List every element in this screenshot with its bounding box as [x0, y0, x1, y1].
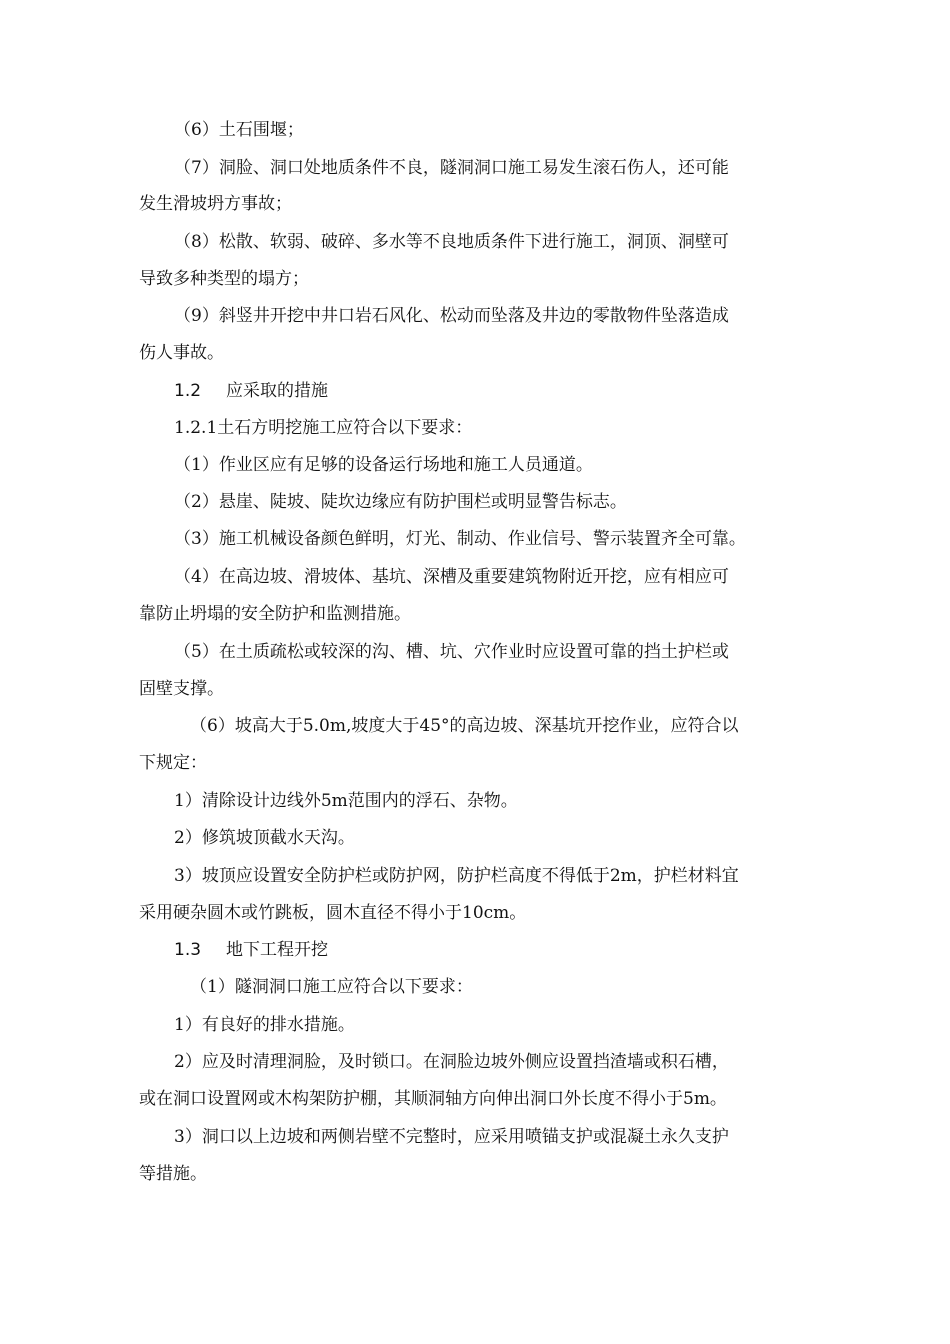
- list-item: （1）作业区应有足够的设备运行场地和施工人员通道。: [174, 455, 593, 475]
- list-item: 3）洞口以上边坡和两侧岩壁不完整时，应采用喷锚支护或混凝土永久支护: [174, 1127, 729, 1147]
- list-item: 1）有良好的排水措施。: [174, 1015, 355, 1035]
- list-item: （4）在高边坡、滑坡体、基坑、深槽及重要建筑物附近开挖，应有相应可: [174, 567, 729, 587]
- section-number: 1.3: [174, 940, 202, 960]
- section-heading: [174, 376, 854, 406]
- list-item: （6）坡高大于5.0m,坡度大于45°的高边坡、深基坑开挖作业，应符合以: [190, 716, 739, 736]
- list-item: 3）坡顶应设置安全防护栏或防护网，防护栏高度不得低于2m，护栏材料宜: [174, 866, 739, 886]
- list-item: （6）土石围堰；: [174, 120, 304, 140]
- text-line: 导致多种类型的塌方；: [139, 269, 309, 289]
- text-line: 发生滑坡坍方事故；: [139, 194, 292, 214]
- text-line: 或在洞口设置网或木构架防护棚，其顺洞轴方向伸出洞口外长度不得小于5m。: [139, 1089, 727, 1109]
- list-item: （8）松散、软弱、破碎、多水等不良地质条件下进行施工，洞顶、洞壁可: [174, 232, 729, 252]
- section-heading: [174, 935, 854, 965]
- list-item: 2）应及时清理洞脸，及时锁口。在洞脸边坡外侧应设置挡渣墙或积石槽，: [174, 1052, 729, 1072]
- text-line: 靠防止坍塌的安全防护和监测措施。: [139, 604, 411, 624]
- section-title: 地下工程开挖: [226, 940, 328, 960]
- list-item: （7）洞脸、洞口处地质条件不良，隧洞洞口施工易发生滚石伤人，还可能: [174, 158, 729, 178]
- section-number: 1.2: [174, 381, 202, 401]
- list-item: （2）悬崖、陡坡、陡坎边缘应有防护围栏或明显警告标志。: [174, 492, 627, 512]
- text-line: 伤人事故。: [139, 343, 224, 363]
- list-item: （1）隧洞洞口施工应符合以下要求：: [190, 977, 473, 997]
- text-line: 固壁支撑。: [139, 679, 224, 699]
- list-item: （5）在土质疏松或较深的沟、槽、坑、穴作业时应设置可靠的挡土护栏或: [174, 642, 729, 662]
- text-line: 下规定：: [139, 753, 207, 773]
- list-item: （9）斜竖井开挖中井口岩石风化、松动而坠落及井边的零散物件坠落造成: [174, 306, 729, 326]
- list-item: 1）清除设计边线外5m范围内的浮石、杂物。: [174, 791, 518, 811]
- list-item: 2）修筑坡顶截水天沟。: [174, 828, 355, 848]
- list-item: （3）施工机械设备颜色鲜明，灯光、制动、作业信号、警示装置齐全可靠。: [174, 529, 746, 549]
- text-line: 采用硬杂圆木或竹跳板，圆木直径不得小于10cm。: [139, 903, 527, 923]
- section-title: 应采取的措施: [226, 381, 328, 401]
- subsection-line: 1.2.1土石方明挖施工应符合以下要求：: [174, 418, 473, 438]
- text-line: 等措施。: [139, 1164, 207, 1184]
